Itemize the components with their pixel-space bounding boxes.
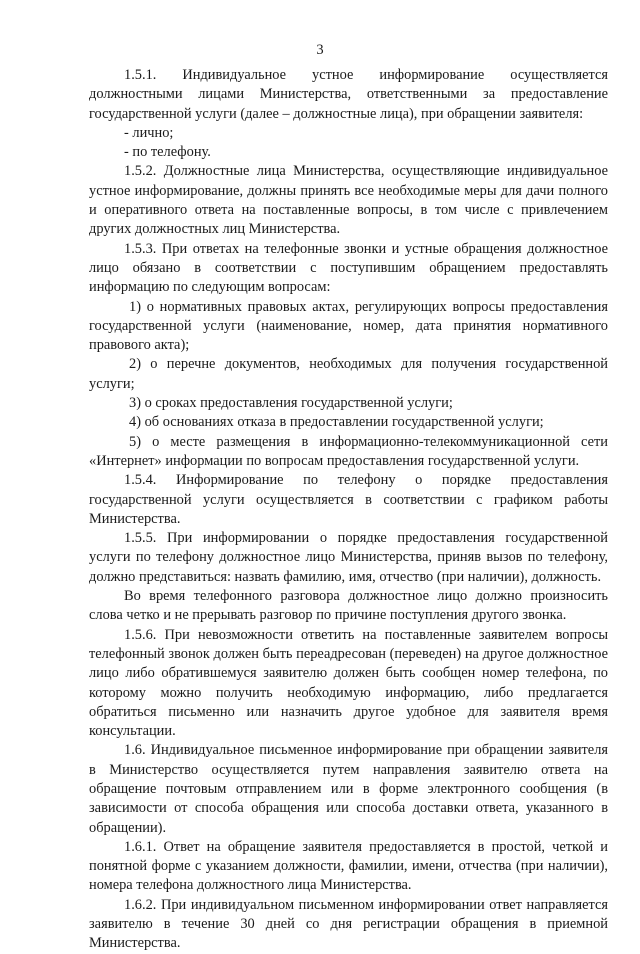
list-item-1: 1) о нормативных правовых актах, регулирующих вопросы предоставления государственной услуги (наименование, номер, дата принятия нормативного правового акта); <box>89 298 608 354</box>
page-number: 3 <box>316 42 324 58</box>
list-item-in-person: - лично; <box>124 124 174 141</box>
paragraph-1-6-2: 1.6.2. При индивидуальном письменном информировании ответ направляется заявителю в течение 30 дней со дня регистрации обращения в приемной Министерства. <box>89 896 608 952</box>
paragraph-1-5-5: 1.5.5. При информировании о порядке предоставления государственной услуги по телефону должностное лицо Министерства, приняв вызов по телефону, должно представиться: назвать фамилию, имя, отчество (при наличии), должность. <box>89 530 608 585</box>
paragraph-1-5-1: 1.5.1. Индивидуальное устное информирование осуществляется должностными лицами Министерства, ответственными за предоставление государственной услуги (далее – должностные лица), при обращении заявителя: <box>89 67 608 122</box>
list-item-4: 4) об основаниях отказа в предоставлении государственной услуги; <box>129 414 544 431</box>
paragraph-1-6-1: 1.6.1. Ответ на обращение заявителя предоставляется в простой, четкой и понятной форме с указанием должности, фамилии, имени, отчества (при наличии), номера телефона должностного лица Министерства. <box>89 838 608 894</box>
list-item-3: 3) о сроках предоставления государственной услуги; <box>129 395 453 412</box>
paragraph-1-6: 1.6. Индивидуальное письменное информирование при обращении заявителя в Министерство осуществляется путем направления заявителю ответа на обращение почтовым отправлением или в форме электронного сообщения (в зависимости от способа обращения или способа доставки ответа, указанного в обращении). <box>89 742 608 836</box>
paragraph-phone-conversation: Во время телефонного разговора должностное лицо должно произносить слова четко и не прерывать разговор по причине поступления другого звонка. <box>89 588 608 624</box>
paragraph-1-5-3: 1.5.3. При ответах на телефонные звонки и устные обращения должностное лицо обязано в соответствии с поступившим обращением предоставлять информацию по следующим вопросам: <box>89 240 608 296</box>
paragraph-1-5-6: 1.5.6. При невозможности ответить на поставленные заявителем вопросы телефонный звонок должен быть переадресован (переведен) на другое должностное лицо либо обратившемуся заявителю должен быть сообщен номер телефона, по которому можно получить необходимую информацию, либо предлагается обратиться письменно или назначить другое удобное для заявителя время консультации. <box>89 626 608 740</box>
paragraph-1-5-2: 1.5.2. Должностные лица Министерства, осуществляющие индивидуальное устное информирование, должны принять все необходимые меры для дачи полного и оперативного ответа на поставленные вопросы, в том числе с привлечением других должностных лиц Министерства. <box>89 163 608 238</box>
list-item-by-phone: - по телефону. <box>124 144 211 161</box>
paragraph-1-5-4: 1.5.4. Информирование по телефону о порядке предоставления государственной услуги осуществляется в соответствии с графиком работы Министерства. <box>89 472 608 527</box>
document-body <box>89 66 608 954</box>
list-item-5: 5) о месте размещения в информационно-телекоммуникационной сети «Интернет» информации по вопросам предоставления государственной услуги. <box>89 433 608 469</box>
list-item-2: 2) о перечне документов, необходимых для получения государственной услуги; <box>89 356 608 392</box>
